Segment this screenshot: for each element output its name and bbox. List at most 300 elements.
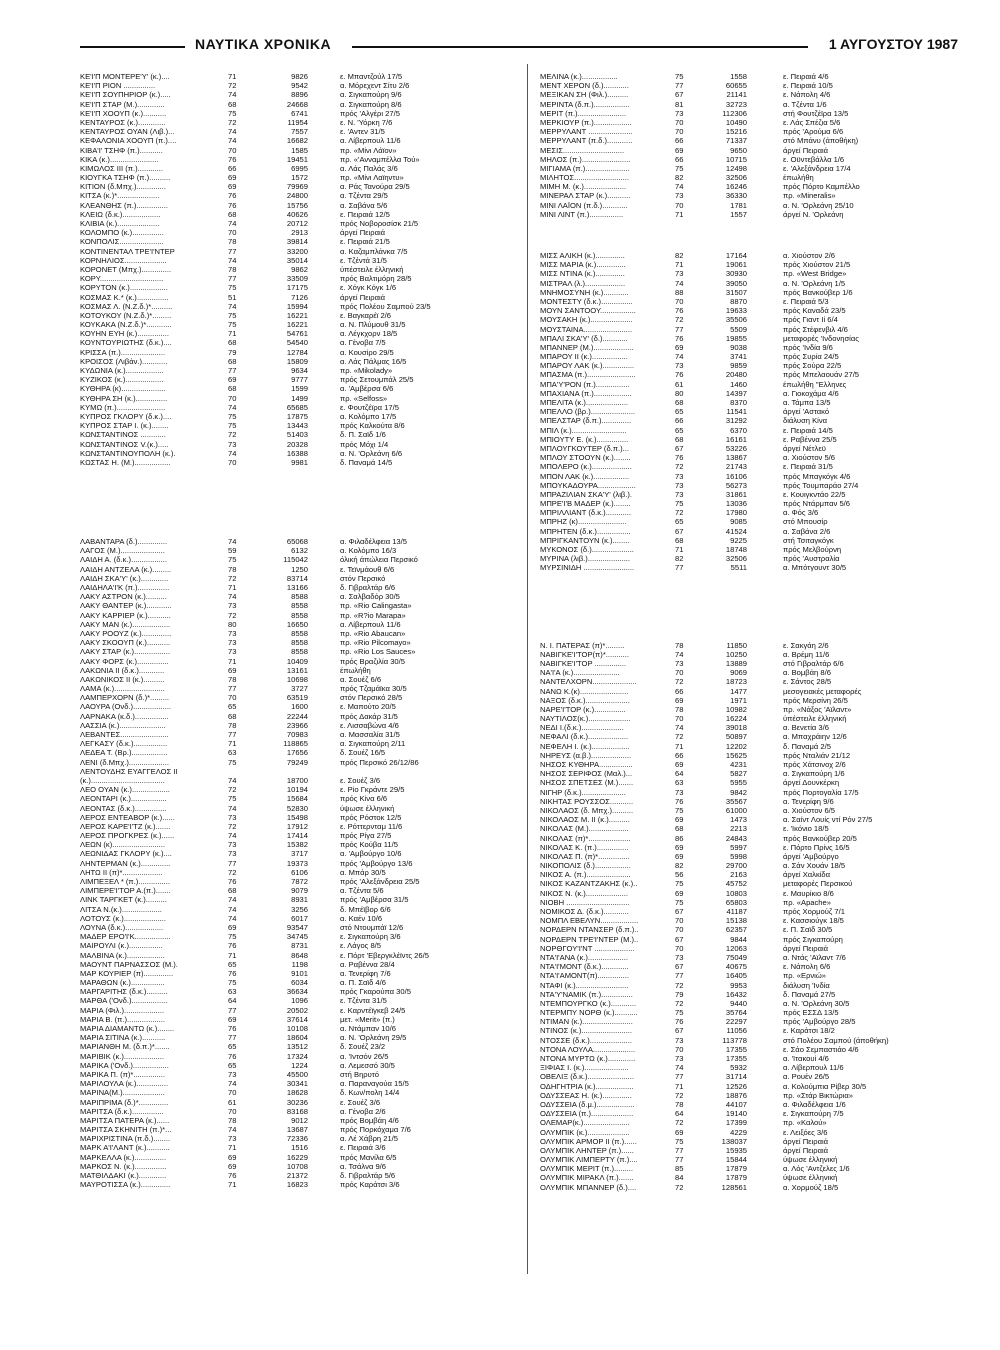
build-year: 72 [228,430,237,440]
build-year: 76 [228,1171,237,1180]
build-year: 65 [228,1060,237,1070]
tonnage: 70983 [286,730,308,739]
ship-name: ΚΟΥΗΝ ΕΥΗ (κ.)............... [80,329,169,339]
ship-row [540,990,960,999]
ship-name: ΜΑΡΙΑ Β. (π.).................. [80,1014,165,1024]
ship-row [540,696,960,705]
ship-name: ΜΠΙΟΥΤΥ Ε. (κ.)............... [540,434,629,444]
tonnage: 12526 [725,1081,747,1091]
ship-name: ΛΕΔΕΑ Τ. (Βρ.)................. [80,748,168,758]
ship-name: ΝΗΡΕΥΣ (α.β.)................... [540,750,632,760]
ship-status: διάλυση Κίνα [783,416,828,426]
ship-row [540,852,960,861]
build-year: 69 [675,695,684,705]
build-year: 73 [228,628,237,638]
ship-name: ΟΛΥΜΠΙΚ ΛΙΜΠΕΡΤΥ (π.).... [540,1155,638,1165]
ship-name: ΜΟΥΝ ΣΑΝΤΟΟΥ................. [540,306,636,316]
tonnage: 1572 [291,173,308,183]
ship-row [540,705,960,714]
ship-status: δ. Παναμά 27/5 [783,989,836,999]
ship-name: ΚΕΝΤΑΥΡΟΣ (κ.)............. [80,117,166,127]
ship-row [80,283,510,292]
ship-status: πρός Κούβα 11/5 [340,840,398,850]
ship-status: α. Λάς Παλάς 3/6 [340,163,398,173]
ship-row [540,1100,960,1109]
ship-status: α. Βρέμη 11/6 [783,649,830,659]
ship-name: ΚΙΚΑ (κ.)....................... [80,154,159,164]
tonnage: 1558 [730,72,747,81]
build-year: 78 [228,264,237,274]
build-year: 73 [675,269,684,279]
tonnage: 1971 [730,695,747,705]
build-year: 75 [675,897,684,907]
build-year [228,767,262,776]
build-year: 73 [675,1035,684,1045]
ship-row [80,1061,510,1070]
ship-row [80,338,510,347]
build-year: 61 [675,379,684,389]
ship-status: ε. Πόρτο Πρίνς 16/5 [783,842,850,852]
build-year: 63 [675,778,684,788]
ship-status: ε. Σάο Σεμπαστιάο 4/6 [783,1044,859,1054]
ship-status: μετ. «Merit» (π.) [340,1014,395,1024]
build-year: 74 [228,831,237,841]
tonnage: 1096 [291,996,308,1006]
ship-row [540,72,960,81]
ship-row [540,870,960,879]
ship-row [80,638,510,647]
build-year: 68 [675,398,684,407]
build-year: 73 [675,1054,684,1063]
tonnage: 9981 [291,457,308,467]
ship-name: ΚΟΡΟΝΕΤ (Μπχ.).............. [80,264,172,274]
ship-row [80,72,510,81]
ship-name: ΝΑΝΤΕΛΧΟΡΝ..................... [540,677,637,687]
ship-name: ΝΤΟΣΣΕ (δ.κ.).................... [540,1035,632,1045]
ship-name: ΜΑΡΙΠΡΙΜΑ (δ.)*.............. [80,1097,169,1107]
build-year: 74 [228,537,237,547]
ship-status: α. Τενερίφη 9/6 [783,796,834,806]
tonnage: 1499 [291,393,308,403]
tonnage: 1224 [291,1060,308,1070]
tonnage: 9842 [730,787,747,797]
ship-status: άργεί 'Αστακό [783,407,830,417]
ship-row [540,380,960,389]
tonnage: 1585 [291,145,308,155]
ship-status: ε. Καρντέϊγκεβ 24/5 [340,1005,406,1015]
build-year: 69 [228,1152,237,1162]
ship-name: ΝΤΑ'Ι'ΑΜΟΝΤ(π)............... [540,971,629,981]
ship-name: ΛΑΚΥ ΜΑΝ (κ.).................. [80,619,171,629]
tonnage: 15216 [725,127,747,137]
right-column [540,72,960,1202]
tonnage: 9069 [730,668,747,678]
ship-row [540,481,960,490]
build-year: 77 [675,1155,684,1165]
ship-name: ΜΠΑ'Υ'ΡΟΝ (π.)................ [540,379,630,389]
build-year: 66 [675,750,684,760]
column-divider [527,64,528,1274]
tonnage: 7126 [291,292,308,302]
tonnage: 21372 [286,1171,308,1180]
ship-status: α. Ρουέν 26/5 [783,1072,830,1082]
build-year: 72 [675,315,684,325]
ship-status: πρ. «Mineralis» [783,191,836,201]
ship-status: πρός Κίνα 6/6 [340,794,388,804]
ship-row [540,1118,960,1127]
tonnage: 12202 [725,741,747,751]
ship-name: ΜΠΕΛΛΟ (βρ.)..................... [540,407,636,417]
ship-row [540,127,960,136]
tonnage: 63519 [286,693,308,703]
ship-row [80,81,510,90]
ship-status: πρός Ντάρμπαν 5/6 [783,499,850,509]
ship-row [540,545,960,554]
ship-row [540,306,960,315]
build-year: 76 [675,306,684,316]
build-year: 88 [675,287,684,297]
build-year: 73 [228,840,237,850]
ship-status: πρός Περσικό 26/12/86 [340,757,419,767]
tonnage: 18723 [725,677,747,687]
ship-row [80,1134,510,1143]
section-gap [540,583,960,641]
tonnage: 13443 [286,421,308,431]
build-year: 74 [228,1079,237,1089]
ship-row [80,1162,510,1171]
ship-status: πρός 'Αμβούργο 13/6 [340,858,413,868]
build-year: 76 [675,333,684,343]
tonnage: 16405 [725,971,747,981]
tonnage: 75049 [725,952,747,962]
ship-status: α. 'Ιντσόν 26/5 [340,1051,389,1061]
build-year: 76 [228,877,237,886]
ship-name: ΜΙΣΣ ΑΛΙΚΗ (κ.).............. [540,251,625,260]
ship-name: ΝΑΞΟΣ (δ.κ.)..................... [540,695,630,705]
build-year: 74 [675,723,684,733]
ship-name: ΝΙΚΟΛΑΟΣ Μ. II (κ.).......... [540,815,630,825]
tonnage: 12784 [286,347,308,357]
build-year: 82 [675,251,684,260]
tonnage: 1516 [291,1143,308,1153]
ship-row [540,861,960,870]
ship-status: ε. 'Αντεν 31/5 [340,127,385,137]
ship-row [80,877,510,886]
tonnage: 9101 [291,968,308,978]
ship-name: ΜΑΛΒΙΝΑ (κ.).................. [80,950,165,960]
tonnage: 138037 [721,1136,747,1146]
ship-row [80,794,510,803]
tonnage: 17414 [286,831,308,841]
ship-name: ΝΗΣΟΣ ΚΥΘΗΡΑ................ [540,760,633,769]
ship-status: ε. Ρόττερνταμ 11/6 [340,821,403,831]
ship-row [80,987,510,996]
ship-row [540,297,960,306]
ship-row [540,407,960,416]
tonnage: 20502 [286,1005,308,1015]
tonnage: 8558 [291,601,308,611]
build-year: 71 [228,1180,237,1190]
build-year: 70 [675,1044,684,1054]
tonnage: 20712 [286,219,308,228]
ship-row [540,1045,960,1054]
ship-row [80,311,510,320]
ship-status: α. Λίβερπουλ 11/6 [340,136,401,146]
build-year: 66 [228,163,237,173]
ship-row [80,693,510,702]
ship-status: στή Βηρυτό [340,1069,380,1079]
ship-row [80,849,510,858]
ship-status: στή Φουτζέϊρα 13/5 [783,108,849,118]
ship-row [80,574,510,583]
ship-name: ΟΛΥΜΠΙΚ ΑΡΜΟΡ II (π.)...... [540,1136,637,1146]
ship-row [540,769,960,778]
tonnage: 32506 [725,173,747,183]
ship-row [540,797,960,806]
ship-status: α. Μασσαλία 31/5 [340,730,400,739]
tonnage: 18700 [286,775,308,785]
tonnage: 1198 [291,959,308,969]
build-year: 72 [675,1182,684,1192]
ship-name: ΚΟΣΜΑΣ Λ. (Ν.Ζ.δ.)*.......... [80,301,173,311]
ship-row [80,969,510,978]
ship-row [80,932,510,941]
ship-status: ε. Βαγκαρέϊ 2/6 [340,310,392,320]
tonnage: 35506 [725,315,747,325]
ship-name: ΛΑΜΠΕΡΧΟΡΝ (δ.)*......... [80,693,170,703]
build-year: 68 [228,886,237,896]
build-year: 75 [675,499,684,509]
ship-name: ΛΑΚΥ ΑΣΤΡΟΝ (κ.).......... [80,592,167,602]
tonnage: 53226 [725,443,747,453]
tonnage: 5997 [730,842,747,852]
tonnage: 8588 [291,592,308,602]
tonnage: 16224 [725,714,747,724]
build-year: 74 [228,803,237,813]
tonnage: 9953 [730,980,747,990]
build-year: 69 [675,342,684,352]
ship-status: ύψωσε έλληνική [783,1173,838,1183]
tonnage: 6132 [291,546,308,556]
ship-name: ΝΑΒΙΓΚΕ'Ι'ΤΟΡ(π)*........... [540,649,629,659]
build-year: 73 [675,361,684,371]
ship-row [80,1143,510,1152]
build-year: 66 [675,154,684,164]
ship-status: στή Τσιταγκόγκ [783,535,834,545]
build-year: 76 [675,453,684,463]
ship-name: ΜΑΡΙΑ ΔΙΑΜΑΝΤΩ (κ.)........ [80,1024,175,1033]
ship-row [80,375,510,384]
tonnage: 35014 [286,255,308,265]
ship-status: στό Μπουσίρ [783,517,828,527]
build-year: 77 [228,1033,237,1043]
build-year: 61 [228,1097,237,1107]
tonnage: 14397 [725,388,747,398]
ship-name: ΛΕΝΙ (δ.Μπχ.)................... [80,757,169,767]
build-year: 72 [675,677,684,687]
tonnage: 10250 [725,649,747,659]
build-year: 75 [228,757,237,767]
tonnage: 10803 [725,888,747,898]
ship-status: α. Λάς Πάλμας 16/5 [340,356,407,366]
ship-row [540,164,960,173]
ship-row [80,155,510,164]
tonnage: 6995 [291,163,308,173]
ship-status: ε. Οϋντεβάλλα 1/6 [783,154,845,164]
ship-name: ΜΑΔΕΡ ΕΡΟ'Ι'Κ................. [80,932,171,942]
ship-status: πρ. «Νάξος 'Αϊλαντ» [783,704,852,714]
ship-row [80,136,510,145]
ship-name: ΝΙΚΟΛΑΣ Κ. (π.)............... [540,842,629,852]
tonnage: 10715 [725,154,747,164]
build-year: 70 [675,200,684,210]
ship-row [80,109,510,118]
build-year: 69 [228,173,237,183]
ship-status: ε. Κουιγκντάο 22/5 [783,489,846,499]
ship-name: ΝΤΑΦΙ (κ.)......................... [540,980,629,990]
ship-status: ε. Σιγκαπούρη 3/6 [340,932,401,942]
ship-row [80,859,510,868]
ship-status: πρός Σιγκαπούρη [783,934,843,944]
ship-status: α. Τζέντα 1/6 [783,99,827,109]
tonnage: 9844 [730,934,747,944]
ship-name: ΜΕΡΙΤ (π.)....................... [540,108,627,118]
tonnage: 31292 [725,416,747,426]
ship-row [80,868,510,877]
ship-name: ΜΠΑΡΟΥ II (κ.)................. [540,352,628,362]
ship-status: πρ. «Στάρ Βικτώρια» [783,1090,854,1100]
build-year: 75 [228,932,237,942]
ship-name: ΛΙΜΠΕΞΕΛ * (π.)............... [80,877,170,886]
ship-status: πρ. «Mikolady» [340,366,393,375]
ship-status: α. Καέν 10/6 [340,913,383,923]
tonnage: 40675 [725,962,747,972]
tonnage: 10982 [725,704,747,714]
ship-status: πρός Χιούστον 21/5 [783,260,851,270]
build-year: 71 [228,656,237,666]
tonnage: 19451 [286,154,308,164]
ship-status: πρός Μόχι 1/4 [340,439,389,449]
build-year: 71 [675,209,684,219]
ship-name: ΜΠΡΙΛΛΙΑΝΤ (δ.κ.)............ [540,508,632,518]
build-year: 69 [228,182,237,192]
ship-row [540,370,960,379]
ship-status: έπωλήθη "Ελληνες [783,379,847,389]
build-year: 73 [675,787,684,797]
tonnage: 71337 [725,136,747,146]
ship-status: ε. 'Αλεξάνδρεια 17/4 [783,163,851,173]
tonnage: 1557 [730,209,747,219]
build-year: 68 [228,356,237,366]
build-year: 69 [228,665,237,675]
ship-name: ΛΑΟΥΡΑ (Ονδ.).................. [80,702,172,712]
build-year: 73 [228,849,237,859]
ship-name: ΝΙΚΟΛΑΣ (π)*.................... [540,833,631,843]
ship-name: ΚΥΖΙΚΟΣ (κ.).................. [80,375,164,385]
tonnage: 5955 [730,778,747,788]
tonnage: 10409 [286,656,308,666]
ship-name: ΝΕΔΙ Ι.(δ.κ.).................... [540,723,624,733]
ship-row [80,1180,510,1189]
ship-name: ΜΠΟΝ ΛΑΚ (κ.)................. [540,471,630,481]
ship-name: ΚΟΡΝΗΛΙΟΣ.................... [80,255,167,265]
tonnage: 93547 [286,922,308,932]
ship-row [80,546,510,555]
tonnage: 15935 [725,1145,747,1155]
ship-status: μεσογειακές μεταφορές [783,686,862,696]
tonnage: 16432 [725,989,747,999]
ship-name: ΜΕΛΙΝΑ (κ.)................. [540,72,618,81]
ship-row [80,813,510,822]
build-year: 69 [228,922,237,932]
tonnage: 9440 [730,998,747,1008]
tonnage: 61000 [725,805,747,815]
ship-row [540,462,960,471]
ship-name: ΛΕΩΝ (κ)......................... [80,840,166,850]
build-year: 65 [675,517,684,527]
tonnage: 15844 [725,1155,747,1165]
build-year: 70 [228,393,237,403]
ship-row [540,288,960,297]
tonnage: 16106 [725,471,747,481]
build-year: 76 [228,968,237,978]
tonnage: 19061 [725,260,747,270]
build-year: 74 [228,136,237,146]
ship-row [80,182,510,191]
ship-status: α. Ν. 'Ορλεάνη 6/6 [340,448,403,458]
ship-status: α. Χιούστον 6/5 [783,805,836,815]
build-year: 74 [675,352,684,362]
tonnage: 10490 [725,117,747,127]
build-year: 77 [675,81,684,91]
build-year: 70 [675,127,684,137]
build-year: 79 [228,347,237,357]
ship-status: ε. Χόγκ Κόγκ 1/6 [340,283,397,293]
ship-status: ε. Πειραιά 3/6 [340,1143,386,1153]
ship-status: α. Ν. Πλύμουθ 31/5 [340,320,406,330]
ship-row [540,1072,960,1081]
ship-name: ΚΟΛΟΜΠΟ (κ.)............... [80,228,164,238]
ship-row [80,565,510,574]
ship-status: διάλυση 'Ινδία [783,980,830,990]
ship-row [80,1088,510,1097]
tonnage: 9650 [730,145,747,155]
ship-name: ΜΠΕΛΙΤΑ (κ.).................... [540,398,629,407]
ship-row [80,767,510,776]
ship-name: ΝΙΓΗΡ (δ.κ.)..................... [540,787,626,797]
tonnage: 13161 [286,665,308,675]
tonnage: 15684 [286,794,308,804]
ship-name: ΚΙΜΩΛΟΣ III (π.)............ [80,163,163,173]
tonnage: 16388 [286,448,308,458]
tonnage: 17879 [725,1164,747,1174]
tonnage: 16221 [286,320,308,330]
tonnage: 34745 [286,932,308,942]
ship-row [540,100,960,109]
ship-status: α. Μπάρ 30/5 [340,867,386,877]
ship-status: πρ. «Ερνιώ» [783,971,827,981]
build-year: 74 [228,127,237,137]
ship-name: ΛΕΟΝΤΑΣ (δ.κ.)............... [80,803,167,813]
ship-name: ΜΠΑΡΟΥ ΛΑΚ (κ.)............... [540,361,635,371]
tonnage: 10108 [286,1024,308,1033]
build-year: 70 [228,1088,237,1098]
build-year: 75 [675,805,684,815]
build-year: 77 [228,246,237,256]
ship-row [80,666,510,675]
tonnage: 15809 [286,356,308,366]
tonnage: 41524 [725,526,747,536]
